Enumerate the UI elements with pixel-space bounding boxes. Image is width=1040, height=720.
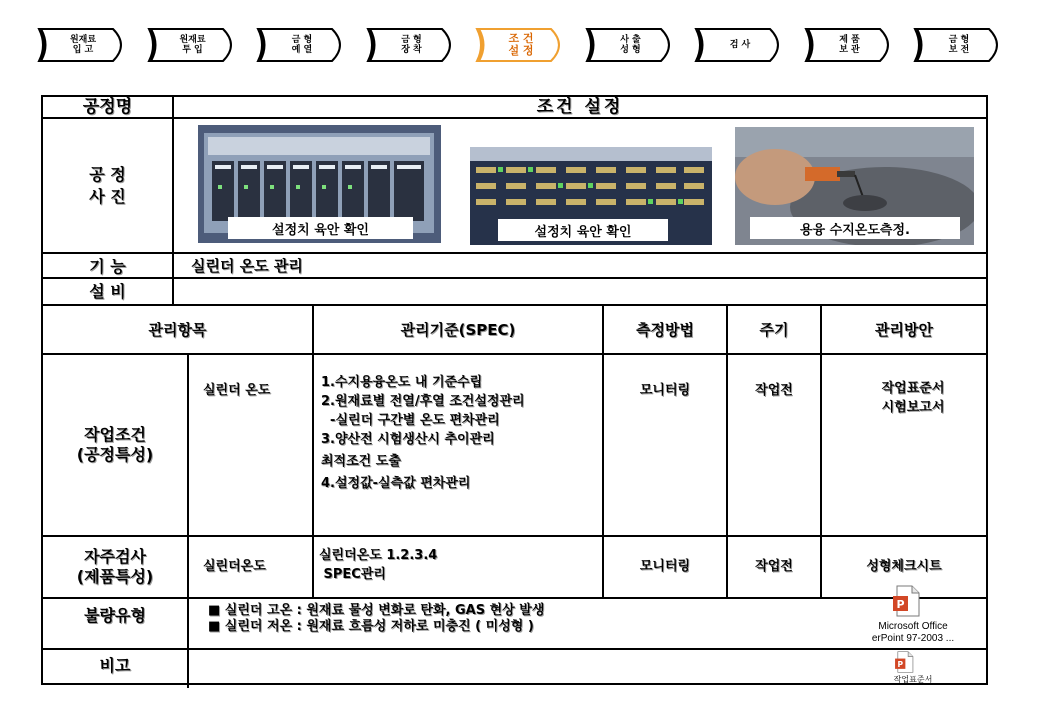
row2-cycle: 작업전 [755,559,793,574]
flow-step-label: 금 형 장 착 [401,35,422,55]
header-spec: 관리기준(SPEC) [400,321,516,339]
attachment-1-name: Microsoft Office [878,621,948,632]
header-plan: 관리방안 [875,321,933,339]
header-method: 측정방법 [636,321,694,339]
flow-step-label: 사 출 성 형 [620,35,641,55]
header-cycle: 주기 [759,321,789,339]
attachment-1-type: erPoint 97-2003 ... [871,633,955,641]
equipment-header: 설 비 [89,281,126,301]
function-header: 기 능 [89,257,126,276]
flow-step-label: 원재료 입 고 [69,35,97,55]
spec-line: 3.양산전 시험생산시 추이관리 [321,432,495,447]
photo-2-caption: 설정치 육안 확인 [498,219,668,241]
attachment-ppt-2[interactable] [843,651,983,685]
row1-spec [321,373,601,493]
row1-cycle: 작업전 [755,383,793,398]
defect-label: 불량유형 [84,605,146,625]
spec-line: 2.원재료별 전열/후열 조건설정관리 [321,394,525,409]
defect-line: ■ 실린더 저온 : 원재료 흐름성 저하로 미충진 ( 미성형 ) [208,619,534,634]
remarks-value [191,650,831,680]
spec-line: 4.설정값-실측값 편차관리 [321,476,471,491]
row1-plan: 작업표준서 시험보고서 [881,381,945,415]
flow-step-label: 검 사 [729,40,751,50]
flow-step-2 [147,27,241,63]
flow-step-7 [694,27,788,63]
function-value: 실린더 온도 관리 [191,257,303,275]
row2-spec [319,546,599,584]
flow-step-9 [913,27,1007,63]
flow-step-6 [585,27,679,63]
flow-step-4 [366,27,460,63]
spec-line: 실린더온도 1.2.3.4 [319,548,438,563]
powerpoint-file-icon [891,585,921,617]
flow-step-label: 제 품 보 관 [839,35,860,55]
header-item: 관리항목 [148,321,207,339]
photo-3-caption: 용융 수지온도측정. [750,217,960,239]
row1-method: 모니터링 [639,383,691,398]
spec-line: SPEC관리 [319,567,386,582]
process-flow [37,27,1027,67]
flow-step-5 [475,27,569,63]
spec-line: 1.수지용융온도 내 기준수립 [321,375,483,390]
row1-item: 실린더 온도 [203,383,271,398]
attachment-ppt-1[interactable] [843,585,983,647]
spec-line: -실린더 구간별 온도 편차관리 [321,413,500,428]
svg-text:P: P [896,598,905,611]
row2-method: 모니터링 [639,559,691,574]
flow-step-3 [256,27,350,63]
process-name-value: 조건 설정 [536,96,624,117]
flow-step-1 [37,27,131,63]
control-sheet [41,95,988,685]
defect-lines [208,603,808,635]
photo-1-caption: 설정치 육안 확인 [228,217,413,239]
process-photo-header: 공 정 사 진 [89,164,126,206]
spec-line: 최적조건 도출 [321,454,401,469]
row2-item: 실린더온도 [203,559,266,574]
row2-category: 자주검사 (제품특성) [76,547,154,586]
defect-line: ■ 실린더 고온 : 원재료 물성 변화로 탄화, GAS 현상 발생 [208,603,545,618]
remarks-label: 비고 [99,655,131,675]
powerpoint-file-icon [893,651,915,673]
flow-step-label: 원재료 투 입 [179,35,206,55]
flow-step-label: 금 형 예 열 [291,35,313,55]
flow-step-label: 조 건 설 정 [508,32,534,57]
flow-step-8 [804,27,898,63]
svg-text:P: P [897,659,903,669]
row1-category: 작업조건 (공정특성) [76,425,154,464]
equipment-value [191,279,971,301]
row2-plan: 성형체크시트 [866,559,942,574]
flow-step-label: 금 형 보 전 [948,35,970,55]
attachment-2-name: 작업표준서 [893,675,933,684]
process-name-header: 공정명 [82,96,133,117]
